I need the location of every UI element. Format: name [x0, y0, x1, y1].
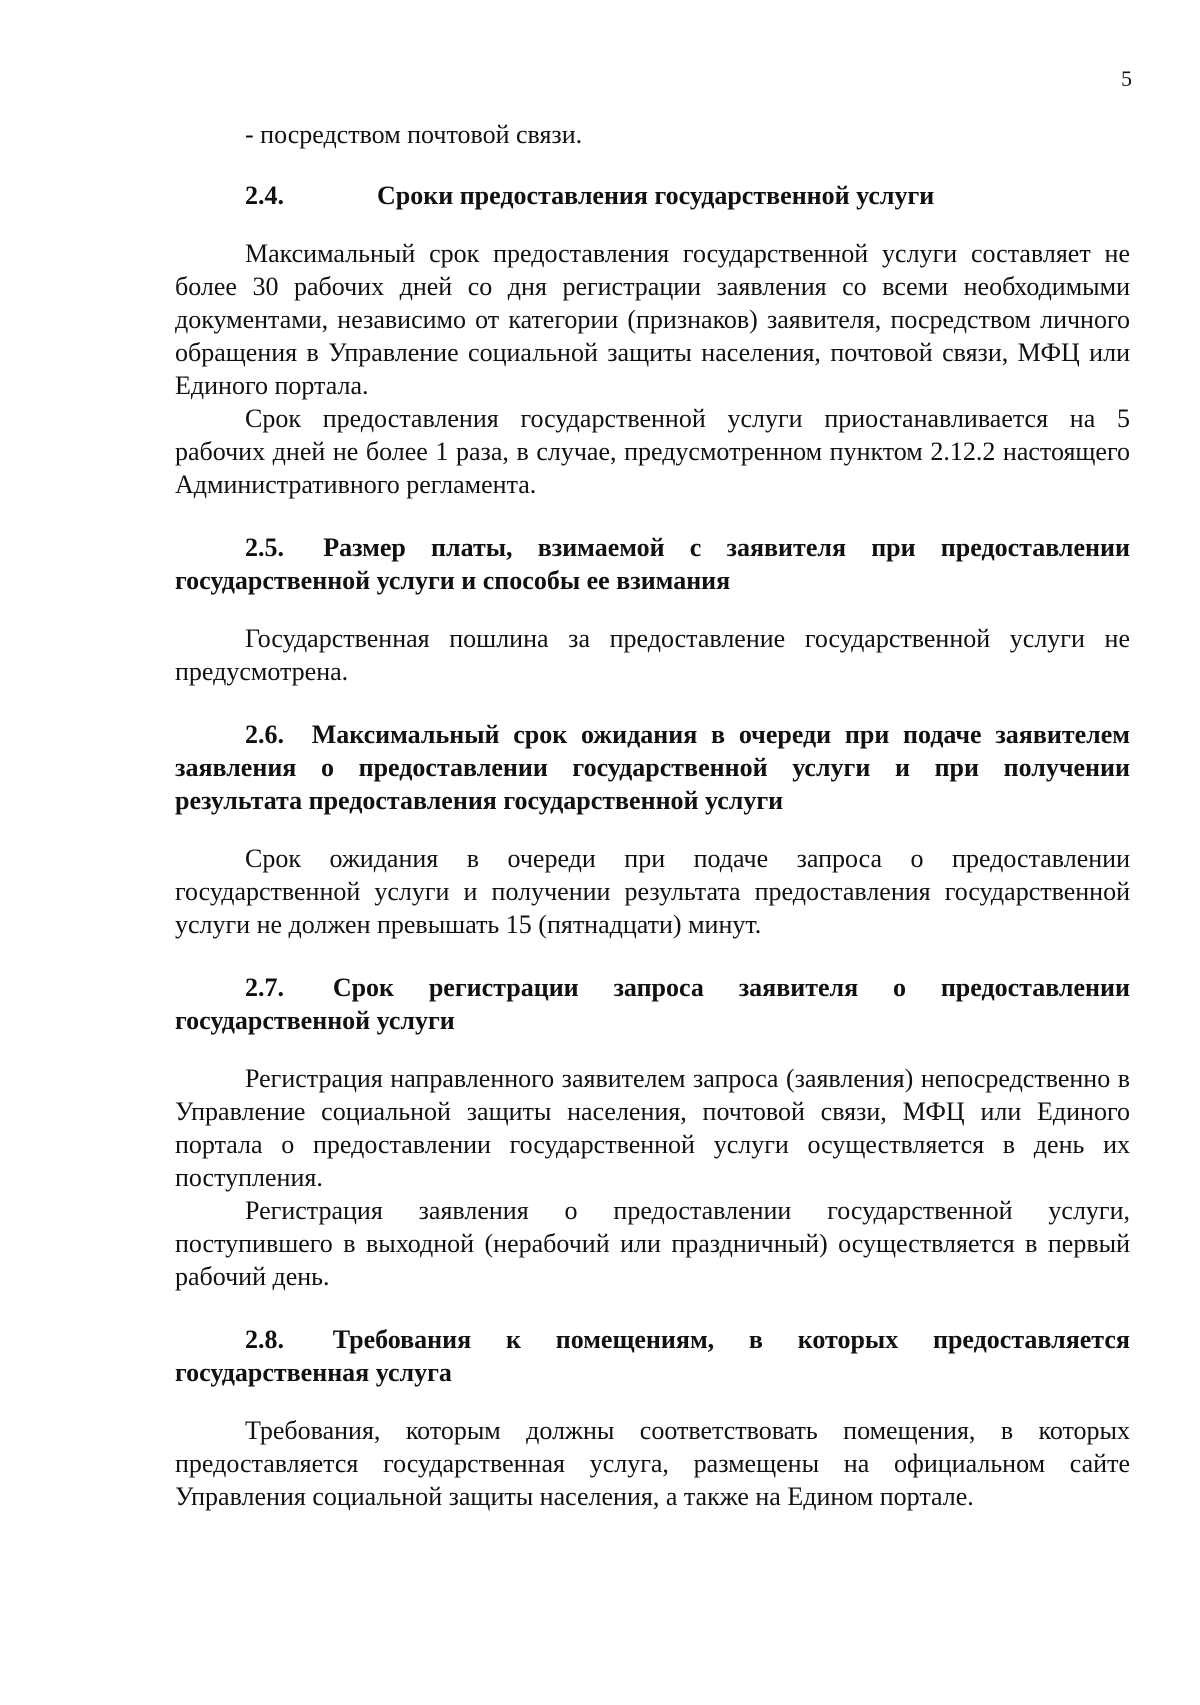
- page-number: 5: [1121, 66, 1132, 91]
- section-title: Требования к помещениям, в которых предоставляется государственная услуга: [175, 1325, 1130, 1387]
- section-2-6: [175, 718, 1130, 941]
- section-number: 2.7.: [245, 973, 284, 1002]
- section-title: Максимальный срок ожидания в очереди при подаче заявителем заявления о предоставлении государственной услуги и при получении результата предоставления государственной услуги: [175, 720, 1131, 815]
- section-heading: [175, 1323, 1130, 1389]
- section-2-7: [175, 971, 1130, 1293]
- section-2-8: [175, 1323, 1130, 1513]
- section-title: Размер платы, взимаемой с заявителя при предоставлении государственной услуги и способы ее взимания: [175, 533, 1130, 595]
- document-body: [175, 118, 1130, 1513]
- paragraph: Регистрация направленного заявителем запроса (заявления) непосредственно в Управление социальной защиты населения, почтовой связи, МФЦ или Единого портала о предоставлении государственной услуги осуществляется в день их поступления.: [175, 1064, 1130, 1192]
- intro-line: - посредством почтовой связи.: [245, 120, 583, 149]
- section-heading: [175, 718, 1130, 817]
- section-number: 2.6.: [245, 720, 284, 749]
- paragraph: Государственная пошлина за предоставление государственной услуги не предусмотрена.: [175, 624, 1130, 686]
- paragraph: Требования, которым должны соответствовать помещения, в которых предоставляется государственная услуга, размещены на официальном сайте Управления социальной защиты населения, а также на Едином портале.: [175, 1416, 1130, 1511]
- paragraph: Срок ожидания в очереди при подаче запроса о предоставлении государственной услуги и получении результата предоставления государственной услуги не должен превышать 15 (пятнадцати) минут.: [175, 844, 1130, 939]
- section-heading: [175, 179, 1130, 212]
- section-number: 2.4.: [245, 181, 284, 210]
- section-heading: [175, 531, 1130, 597]
- section-number: 2.8.: [245, 1325, 284, 1354]
- section-2-5: [175, 531, 1130, 688]
- paragraph: Максимальный срок предоставления государственной услуги составляет не более 30 рабочих дней со дня регистрации заявления со всеми необходимыми документами, независимо от категории (признаков) заявителя, посредством личного обращения в Управление социальной защиты населения, почтовой связи, МФЦ или Единого портала.: [175, 239, 1130, 400]
- section-title: Срок регистрации запроса заявителя о предоставлении государственной услуги: [175, 973, 1130, 1035]
- paragraph: Срок предоставления государственной услуги приостанавливается на 5 рабочих дней не более 1 раза, в случае, предусмотренном пунктом 2.12.2 настоящего Административного регламента.: [175, 404, 1130, 499]
- section-number: 2.5.: [245, 533, 284, 562]
- section-heading: [175, 971, 1130, 1037]
- section-title: Сроки предоставления государственной услуги: [377, 181, 935, 210]
- paragraph: Регистрация заявления о предоставлении государственной услуги, поступившего в выходной (нерабочий или праздничный) осуществляется в первый рабочий день.: [175, 1196, 1130, 1291]
- section-2-4: [175, 179, 1130, 501]
